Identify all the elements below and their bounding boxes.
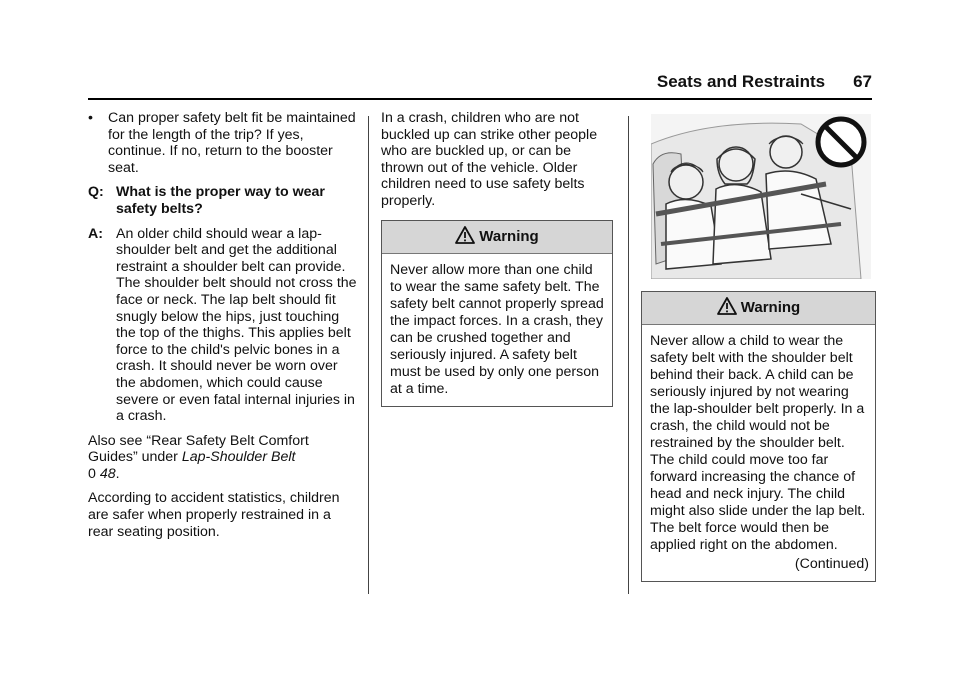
column-left <box>88 110 358 548</box>
warning-header <box>642 292 875 325</box>
also-see-prefix: Also see “Rear Safety Belt Comfort Guides” under <box>88 432 309 466</box>
column-divider-1 <box>368 116 369 594</box>
crash-paragraph: In a crash, children who are not buckled up can strike other people who are buckled up, or can be thrown out of the vehicle. Older children need to use safety belts properly. <box>381 110 598 209</box>
warning-box-2 <box>641 291 876 582</box>
also-see-paragraph <box>88 433 358 483</box>
answer <box>88 226 358 425</box>
illustration-children-sharing-belt <box>651 114 871 279</box>
warning-title: Warning <box>740 299 801 316</box>
answer-text: An older child should wear a lap-shoulder belt and get the additional restraint a shoulder belt can provide. The shoulder belt should not cross the face or neck. The lap belt should fit snugly below the hips, just touching the top of the thighs. This applies belt force to the child's pelvic bones in a crash. It should never be worn over the abdomen, which could cause severe or even fatal internal injuries in a crash. <box>116 225 357 425</box>
cross-reference-link[interactable]: Lap-Shoulder Belt <box>181 449 296 466</box>
column-middle <box>381 110 613 407</box>
column-divider-2 <box>628 116 629 594</box>
continued-label: (Continued) <box>794 556 869 572</box>
bullet-item <box>88 110 358 176</box>
column-right <box>641 114 876 582</box>
warning-text: Never allow more than one child to wear the same safety belt. The safety belt cannot properly spread the impact forces. In a crash, they can be crushed together and seriously injured. A safety belt must be used by only one person at a time. <box>390 261 604 397</box>
question-text: What is the proper way to wear safety belts? <box>116 184 325 217</box>
also-see-suffix: . <box>115 465 120 482</box>
warning-triangle-icon <box>455 224 475 256</box>
header-rule <box>88 98 872 100</box>
bullet-text: Can proper safety belt fit be maintained for the length of the trip? If yes, continue. If no, return to the booster seat. <box>108 110 356 176</box>
warning-text <box>642 325 875 581</box>
page-number: 67 <box>853 72 872 91</box>
warning-box-1 <box>381 220 613 407</box>
page-ref-symbol: 0 <box>88 465 96 482</box>
bullet-mark: • <box>88 110 93 126</box>
prohibition-sign-icon <box>818 119 864 165</box>
section-title: Seats and Restraints <box>656 72 826 91</box>
answer-label: A: <box>88 225 103 242</box>
page-ref-number[interactable]: 48 <box>99 465 116 482</box>
warning-body: Never allow a child to wear the safety belt with the shoulder belt behind their back. A child can be seriously injured by not wearing the lap-shoulder belt properly. In a crash, the child would not be restrained by the shoulder belt. The child could move too far forward increasing the chance of head and neck injury. The child might also slide under the lap belt. The belt force would then be applied right on the abdomen. <box>650 333 866 553</box>
page-header <box>657 72 872 92</box>
warning-header <box>382 221 612 254</box>
question-label: Q: <box>88 184 104 201</box>
warning-title: Warning <box>479 227 539 245</box>
question <box>88 184 358 217</box>
warning-triangle-icon <box>717 295 737 327</box>
statistics-paragraph: According to accident statistics, children are safer when properly restrained in a rear seating position. <box>88 490 340 540</box>
